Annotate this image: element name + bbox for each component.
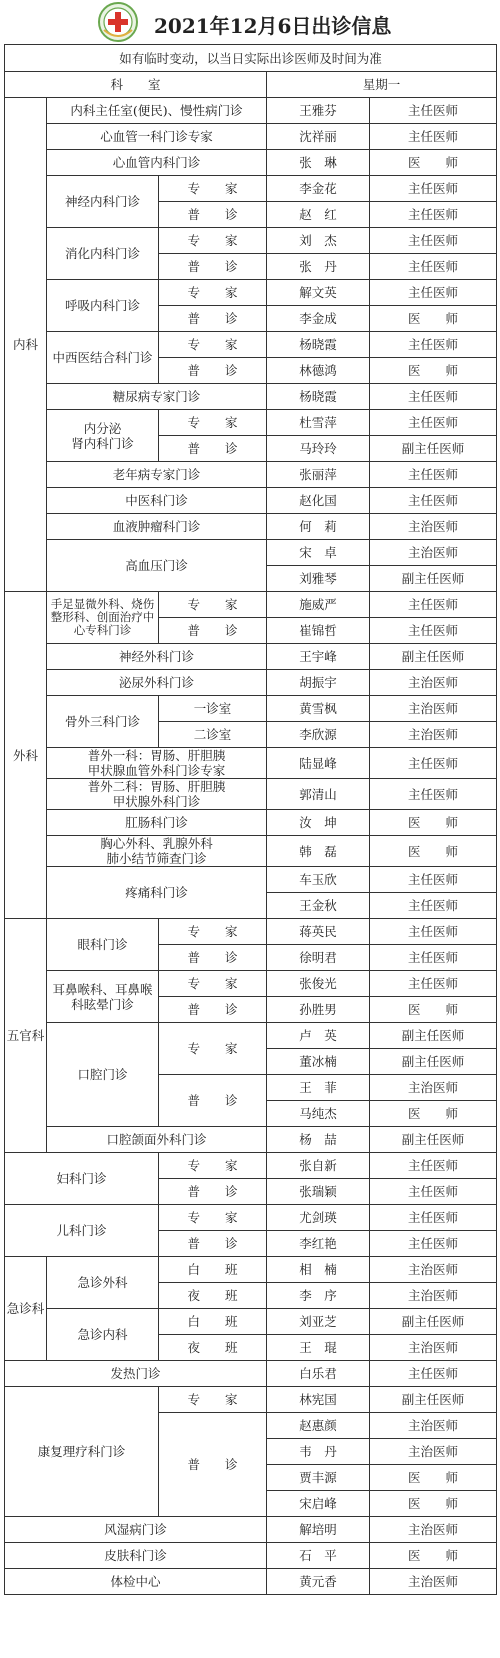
sub-cell: 普 诊 [159, 1179, 267, 1205]
doctor-title: 副主任医师 [370, 1309, 497, 1335]
sub-cell: 夜 班 [159, 1335, 267, 1361]
table-row [5, 1127, 497, 1153]
table-row [5, 1023, 497, 1049]
category-cell: 内科 [5, 98, 47, 592]
doctor-title: 副主任医师 [370, 436, 497, 462]
sub-cell: 普 诊 [159, 997, 267, 1023]
sub-cell: 专 家 [159, 410, 267, 436]
table-row [5, 670, 497, 696]
doctor-title: 主任医师 [370, 893, 497, 919]
doctor-title: 主任医师 [370, 332, 497, 358]
dept-cell: 急诊外科 [47, 1257, 159, 1309]
dept-cell: 骨外三科门诊 [47, 696, 159, 748]
table-row [5, 1569, 497, 1595]
doctor-name: 宋启峰 [267, 1491, 370, 1517]
doctor-title: 主治医师 [370, 1517, 497, 1543]
doctor-name: 宋 卓 [267, 540, 370, 566]
dept-cell: 发热门诊 [5, 1361, 267, 1387]
dept-cell: 儿科门诊 [5, 1205, 159, 1257]
doctor-name: 相 楠 [267, 1257, 370, 1283]
table-row [5, 971, 497, 997]
table-row [5, 98, 497, 124]
header-row [5, 72, 497, 98]
doctor-title: 主任医师 [370, 618, 497, 644]
doctor-title: 主任医师 [370, 1231, 497, 1257]
table-row [5, 1387, 497, 1413]
doctor-title: 主任医师 [370, 867, 497, 893]
schedule-table [4, 44, 497, 1595]
doctor-name: 张瑞颖 [267, 1179, 370, 1205]
sub-cell: 普 诊 [159, 306, 267, 332]
doctor-name: 徐明君 [267, 945, 370, 971]
doctor-name: 杨 喆 [267, 1127, 370, 1153]
doctor-name: 刘 杰 [267, 228, 370, 254]
doctor-name: 贾丰源 [267, 1465, 370, 1491]
doctor-name: 杜雪萍 [267, 410, 370, 436]
dept-cell: 体检中心 [5, 1569, 267, 1595]
dept-cell: 皮肤科门诊 [5, 1543, 267, 1569]
doctor-name: 李 序 [267, 1283, 370, 1309]
notice-text: 如有临时变动，以当日实际出诊医师及时间为准 [5, 45, 497, 72]
dept-cell: 内分泌 肾内科门诊 [47, 410, 159, 462]
table-row [5, 592, 497, 618]
sub-cell: 夜 班 [159, 1283, 267, 1309]
doctor-title: 医 师 [370, 836, 497, 867]
dept-cell: 手足显微外科、烧伤 整形科、创面治疗中 心专科门诊 [47, 592, 159, 644]
table-row [5, 1205, 497, 1231]
doctor-title: 医 师 [370, 358, 497, 384]
doctor-title: 医 师 [370, 150, 497, 176]
sub-cell: 普 诊 [159, 1413, 267, 1517]
doctor-name: 杨晓霞 [267, 332, 370, 358]
doctor-name: 白乐君 [267, 1361, 370, 1387]
sub-cell: 专 家 [159, 228, 267, 254]
dept-cell: 疼痛科门诊 [47, 867, 267, 919]
doctor-title: 主任医师 [370, 98, 497, 124]
sub-cell: 二诊室 [159, 722, 267, 748]
doctor-name: 王 琨 [267, 1335, 370, 1361]
doctor-name: 何 莉 [267, 514, 370, 540]
doctor-title: 主治医师 [370, 1413, 497, 1439]
table-row [5, 540, 497, 566]
doctor-title: 主任医师 [370, 919, 497, 945]
doctor-title: 副主任医师 [370, 1387, 497, 1413]
table-row [5, 488, 497, 514]
doctor-title: 主任医师 [370, 1179, 497, 1205]
dept-cell: 胸心外科、乳腺外科 肺小结节筛查门诊 [47, 836, 267, 867]
table-row [5, 280, 497, 306]
doctor-title: 副主任医师 [370, 1049, 497, 1075]
sub-cell: 专 家 [159, 176, 267, 202]
notice-row [5, 45, 497, 72]
doctor-title: 医 师 [370, 810, 497, 836]
table-row [5, 176, 497, 202]
dept-cell: 妇科门诊 [5, 1153, 159, 1205]
doctor-title: 主治医师 [370, 514, 497, 540]
doctor-name: 张俊光 [267, 971, 370, 997]
doctor-name: 李金成 [267, 306, 370, 332]
sub-cell: 专 家 [159, 1387, 267, 1413]
doctor-name: 杨晓霞 [267, 384, 370, 410]
dept-cell: 心血管内科门诊 [47, 150, 267, 176]
dept-cell: 消化内科门诊 [47, 228, 159, 280]
doctor-title: 主任医师 [370, 971, 497, 997]
table-row [5, 810, 497, 836]
doctor-title: 主任医师 [370, 1153, 497, 1179]
table-row [5, 644, 497, 670]
dept-cell: 泌尿外科门诊 [47, 670, 267, 696]
doctor-title: 医 师 [370, 306, 497, 332]
doctor-title: 主任医师 [370, 176, 497, 202]
doctor-name: 郭清山 [267, 779, 370, 810]
doctor-title: 主任医师 [370, 945, 497, 971]
table-row [5, 1361, 497, 1387]
doctor-name: 刘雅琴 [267, 566, 370, 592]
doctor-name: 李欣源 [267, 722, 370, 748]
doctor-name: 陆显峰 [267, 748, 370, 779]
dept-cell: 普外二科：胃肠、肝胆胰 甲状腺外科门诊 [47, 779, 267, 810]
dept-cell: 心血管一科门诊专家 [47, 124, 267, 150]
dept-cell: 急诊内科 [47, 1309, 159, 1361]
table-row [5, 779, 497, 810]
doctor-name: 韩 磊 [267, 836, 370, 867]
doctor-name: 崔锦哲 [267, 618, 370, 644]
doctor-title: 主治医师 [370, 1335, 497, 1361]
doctor-name: 赵 红 [267, 202, 370, 228]
doctor-name: 张 琳 [267, 150, 370, 176]
sub-cell: 专 家 [159, 280, 267, 306]
sub-cell: 普 诊 [159, 945, 267, 971]
sub-cell: 专 家 [159, 1205, 267, 1231]
dept-cell: 内科主任室(便民)、慢性病门诊 [47, 98, 267, 124]
sub-cell: 专 家 [159, 1023, 267, 1075]
table-row [5, 836, 497, 867]
sub-cell: 专 家 [159, 971, 267, 997]
table-row [5, 696, 497, 722]
table-row [5, 748, 497, 779]
dept-cell: 呼吸内科门诊 [47, 280, 159, 332]
doctor-name: 汝 坤 [267, 810, 370, 836]
doctor-title: 副主任医师 [370, 566, 497, 592]
doctor-name: 施威严 [267, 592, 370, 618]
doctor-title: 主治医师 [370, 1075, 497, 1101]
category-cell: 急诊科 [5, 1257, 47, 1361]
dept-cell: 康复理疗科门诊 [5, 1387, 159, 1517]
doctor-title: 主治医师 [370, 1439, 497, 1465]
table-row [5, 514, 497, 540]
sub-cell: 普 诊 [159, 1075, 267, 1127]
dept-cell: 血液肿瘤科门诊 [47, 514, 267, 540]
doctor-name: 解培明 [267, 1517, 370, 1543]
doctor-name: 沈祥丽 [267, 124, 370, 150]
sub-cell: 普 诊 [159, 358, 267, 384]
table-row [5, 228, 497, 254]
dept-cell: 普外一科：胃肠、肝胆胰 甲状腺血管外科门诊专家 [47, 748, 267, 779]
table-row [5, 1517, 497, 1543]
doctor-name: 王雅芬 [267, 98, 370, 124]
doctor-name: 王 菲 [267, 1075, 370, 1101]
doctor-name: 解文英 [267, 280, 370, 306]
doctor-name: 张丽萍 [267, 462, 370, 488]
dept-cell: 耳鼻喉科、耳鼻喉 科眩晕门诊 [47, 971, 159, 1023]
doctor-title: 主治医师 [370, 670, 497, 696]
header-day: 星期一 [267, 72, 497, 98]
doctor-title: 主治医师 [370, 540, 497, 566]
sub-cell: 白 班 [159, 1309, 267, 1335]
doctor-name: 王宇峰 [267, 644, 370, 670]
dept-cell: 风湿病门诊 [5, 1517, 267, 1543]
table-row [5, 124, 497, 150]
doctor-title: 主任医师 [370, 1361, 497, 1387]
schedule-body [5, 45, 497, 1595]
sub-cell: 普 诊 [159, 254, 267, 280]
table-row [5, 150, 497, 176]
doctor-title: 副主任医师 [370, 1127, 497, 1153]
doctor-name: 胡振宇 [267, 670, 370, 696]
table-row [5, 867, 497, 893]
doctor-title: 医 师 [370, 1101, 497, 1127]
dept-cell: 中医科门诊 [47, 488, 267, 514]
doctor-title: 医 师 [370, 1465, 497, 1491]
dept-cell: 老年病专家门诊 [47, 462, 267, 488]
doctor-title: 主任医师 [370, 254, 497, 280]
doctor-name: 马纯杰 [267, 1101, 370, 1127]
doctor-title: 主治医师 [370, 696, 497, 722]
sub-cell: 专 家 [159, 1153, 267, 1179]
doctor-name: 马玲玲 [267, 436, 370, 462]
doctor-name: 卢 英 [267, 1023, 370, 1049]
hospital-logo-icon [98, 2, 138, 42]
doctor-title: 主治医师 [370, 1257, 497, 1283]
doctor-title: 副主任医师 [370, 1023, 497, 1049]
table-row [5, 1543, 497, 1569]
doctor-title: 主任医师 [370, 280, 497, 306]
doctor-name: 王金秋 [267, 893, 370, 919]
dept-cell: 口腔颌面外科门诊 [47, 1127, 267, 1153]
sub-cell: 普 诊 [159, 436, 267, 462]
doctor-title: 主治医师 [370, 1569, 497, 1595]
doctor-title: 主任医师 [370, 488, 497, 514]
sub-cell: 一诊室 [159, 696, 267, 722]
sub-cell: 普 诊 [159, 202, 267, 228]
doctor-name: 张 丹 [267, 254, 370, 280]
doctor-title: 主治医师 [370, 1283, 497, 1309]
doctor-name: 石 平 [267, 1543, 370, 1569]
table-row [5, 1153, 497, 1179]
page-title: 2021年12月6日出诊信息 [154, 14, 392, 38]
table-row [5, 919, 497, 945]
sub-cell: 普 诊 [159, 618, 267, 644]
doctor-name: 赵化国 [267, 488, 370, 514]
doctor-title: 医 师 [370, 1543, 497, 1569]
doctor-name: 黄雪枫 [267, 696, 370, 722]
doctor-title: 主任医师 [370, 124, 497, 150]
doctor-name: 张自新 [267, 1153, 370, 1179]
doctor-title: 主治医师 [370, 722, 497, 748]
doctor-title: 副主任医师 [370, 644, 497, 670]
doctor-title: 医 师 [370, 997, 497, 1023]
doctor-title: 主任医师 [370, 462, 497, 488]
doctor-name: 黄元香 [267, 1569, 370, 1595]
table-row [5, 384, 497, 410]
table-row [5, 1309, 497, 1335]
dept-cell: 高血压门诊 [47, 540, 267, 592]
sub-cell: 专 家 [159, 332, 267, 358]
sub-cell: 专 家 [159, 919, 267, 945]
doctor-title: 主任医师 [370, 202, 497, 228]
doctor-name: 蒋英民 [267, 919, 370, 945]
doctor-name: 车玉欣 [267, 867, 370, 893]
page-header [4, 0, 496, 44]
dept-cell: 中西医结合科门诊 [47, 332, 159, 384]
doctor-title: 医 师 [370, 1491, 497, 1517]
doctor-name: 董冰楠 [267, 1049, 370, 1075]
dept-cell: 口腔门诊 [47, 1023, 159, 1127]
doctor-title: 主任医师 [370, 779, 497, 810]
doctor-name: 韦 丹 [267, 1439, 370, 1465]
doctor-name: 林德鸿 [267, 358, 370, 384]
dept-cell: 神经外科门诊 [47, 644, 267, 670]
doctor-name: 孙胜男 [267, 997, 370, 1023]
doctor-name: 刘亚芝 [267, 1309, 370, 1335]
doctor-name: 林宪国 [267, 1387, 370, 1413]
table-row [5, 462, 497, 488]
category-cell: 外科 [5, 592, 47, 919]
doctor-title: 主任医师 [370, 228, 497, 254]
dept-cell: 肛肠科门诊 [47, 810, 267, 836]
sub-cell: 专 家 [159, 592, 267, 618]
doctor-title: 主任医师 [370, 410, 497, 436]
dept-cell: 糖尿病专家门诊 [47, 384, 267, 410]
doctor-name: 赵惠颜 [267, 1413, 370, 1439]
doctor-title: 主任医师 [370, 384, 497, 410]
dept-cell: 眼科门诊 [47, 919, 159, 971]
table-row [5, 332, 497, 358]
doctor-name: 尤剑瑛 [267, 1205, 370, 1231]
doctor-title: 主任医师 [370, 592, 497, 618]
doctor-title: 主任医师 [370, 1205, 497, 1231]
doctor-name: 李金花 [267, 176, 370, 202]
sub-cell: 白 班 [159, 1257, 267, 1283]
doctor-title: 主任医师 [370, 748, 497, 779]
table-row [5, 1257, 497, 1283]
sub-cell: 普 诊 [159, 1231, 267, 1257]
dept-cell: 神经内科门诊 [47, 176, 159, 228]
doctor-name: 李红艳 [267, 1231, 370, 1257]
header-dept: 科 室 [5, 72, 267, 98]
category-cell: 五官科 [5, 919, 47, 1153]
table-row [5, 410, 497, 436]
